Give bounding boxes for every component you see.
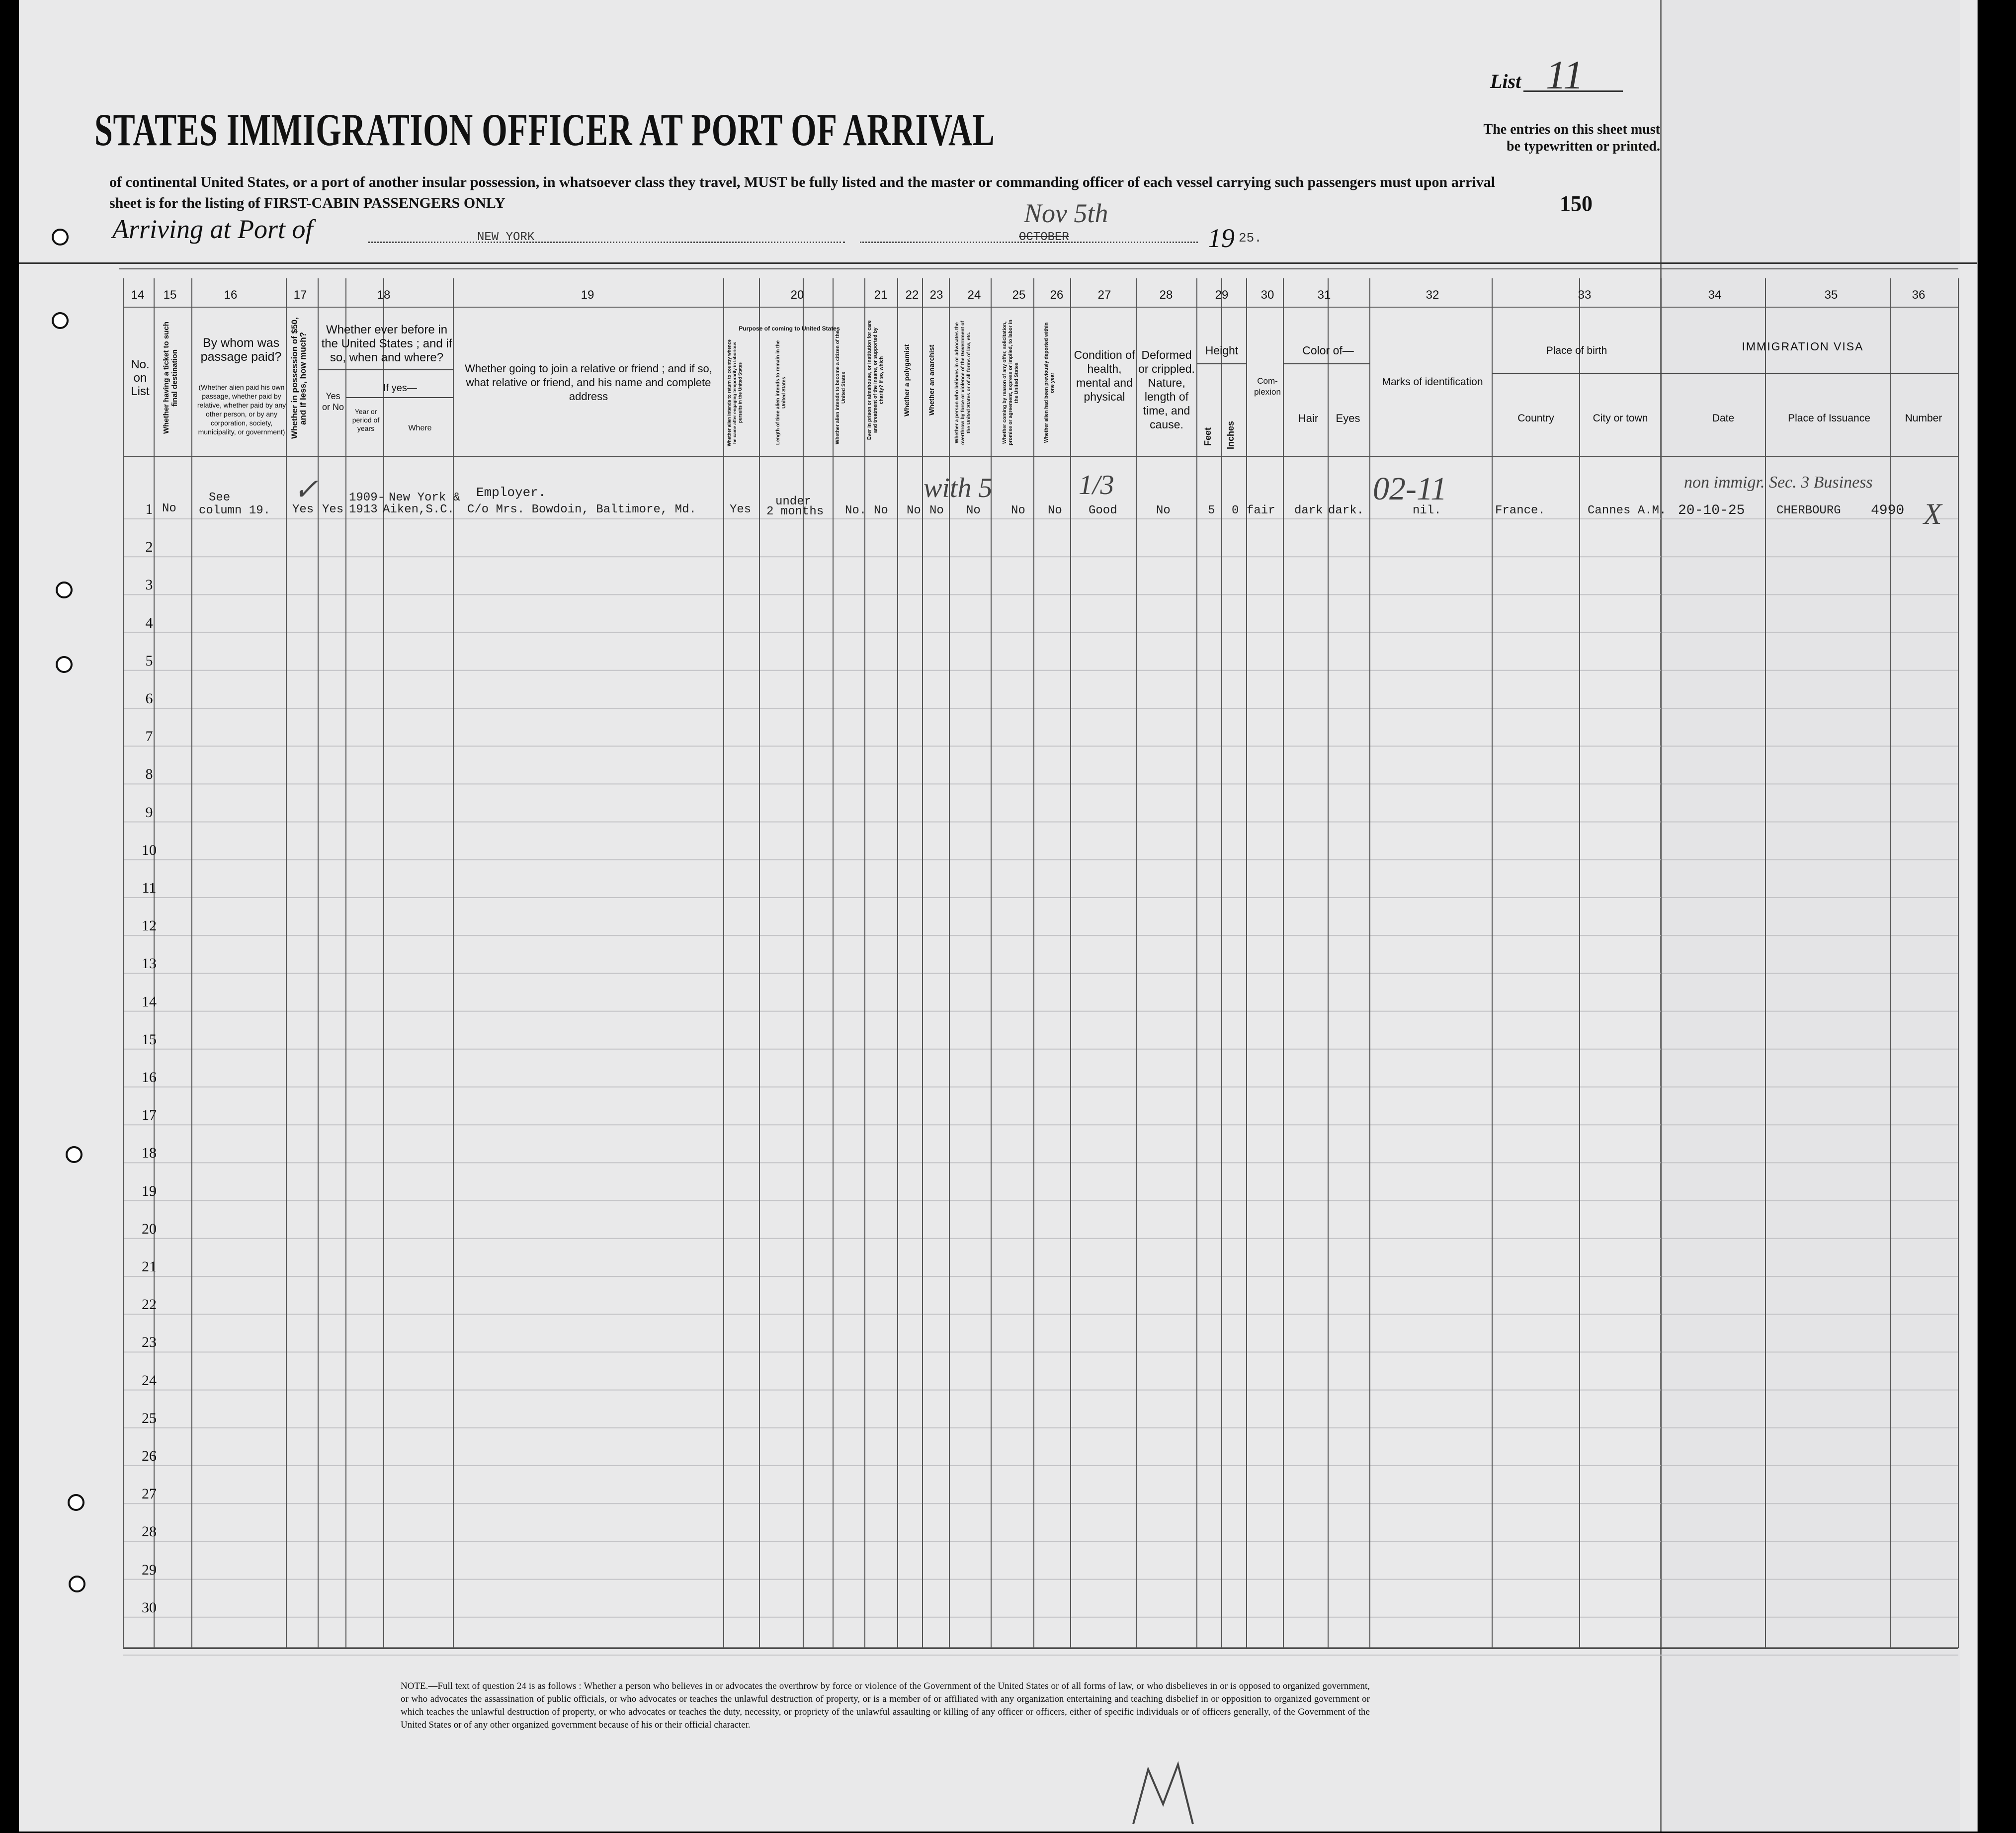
cell-citizen: No. (845, 504, 867, 517)
header-paid-by: By whom was passage paid? (200, 336, 282, 364)
row-number: 12 (142, 917, 157, 934)
column-number: 31 (1317, 288, 1331, 302)
date-month-typed: OCTOBER (1019, 231, 1069, 244)
handwritten-note: with 5 (924, 473, 993, 503)
column-number: 32 (1426, 288, 1439, 302)
header-feet: Feet (1203, 427, 1213, 446)
header-purpose-return: Whether alien intends to return to country whence he came after engaging temporarily in laborious pursuits in the United States (727, 339, 743, 446)
header-hair: Hair (1298, 412, 1319, 424)
row-number: 5 (145, 652, 153, 669)
arriving-label: Arriving at Port of (112, 214, 313, 244)
row-number: 10 (142, 841, 157, 858)
cell-paid-by: See (209, 491, 231, 504)
header-no-on-list: No. on List (131, 358, 150, 398)
paper-smudge (1113, 1750, 1223, 1829)
cell-paid-by: column 19. (199, 504, 271, 517)
header-yes-or-no: Yes or No (322, 391, 344, 412)
cell-marks: nil. (1413, 504, 1441, 517)
row-number: 22 (142, 1296, 157, 1313)
cell-inches: 0 (1232, 504, 1239, 517)
header-years: Year or period of years (352, 408, 380, 432)
row-number: 19 (142, 1182, 157, 1199)
port-value: NEW YORK (477, 231, 535, 244)
header-visa-place: Place of Issuance (1788, 413, 1870, 424)
header-marks: Marks of identification (1382, 376, 1483, 388)
header-immigration-visa: IMMIGRATION VISA (1742, 340, 1864, 353)
header-ticket: Whether having a ticket to such final destination (162, 322, 179, 434)
cell-visa-date: 20-10-25 (1678, 503, 1745, 518)
column-number: 28 (1159, 288, 1173, 302)
row-number: 13 (142, 955, 157, 972)
column-number: 30 (1260, 288, 1274, 302)
header-purpose-length: Length of time alien intends to remain in the United States (775, 340, 787, 445)
header-place-of-birth: Place of birth (1546, 345, 1607, 356)
entries-note-line: The entries on this sheet must (1483, 122, 1660, 137)
column-number: 20 (790, 288, 804, 302)
header-visa-number: Number (1905, 413, 1942, 424)
cell-deported: No (1048, 504, 1062, 517)
list-number: 11 (1546, 52, 1584, 97)
header-complexion: Com-plexion (1254, 376, 1281, 397)
column-number: 14 (131, 288, 145, 302)
cell-country: France. (1495, 504, 1545, 517)
header-if-yes: If yes— (383, 383, 417, 394)
cell-return: Yes (730, 503, 752, 516)
header-height: Height (1205, 344, 1239, 357)
row-number: 20 (142, 1220, 157, 1237)
handwritten-x: X (1924, 498, 1942, 530)
column-number: 21 (874, 288, 888, 302)
handwritten-note: 1/3 (1079, 470, 1114, 500)
cell-feet: 5 (1208, 504, 1215, 517)
cell-visa-place: CHERBOURG (1776, 504, 1841, 517)
row-number: 2 (145, 539, 153, 556)
cell-anarchist: No (929, 504, 944, 517)
header-purpose: Purpose of coming to United States (739, 325, 840, 332)
column-number: 24 (967, 288, 981, 302)
header-anarchist: Whether an anarchist (927, 344, 935, 416)
handwritten-check: ✓ (293, 473, 319, 506)
cell-prison: No (874, 504, 888, 517)
header-ever-before: Whether ever before in the United States ; and if so, when and where? (321, 323, 452, 364)
header-polygamist: Whether a polygamist (903, 344, 911, 417)
row-number: 17 (142, 1107, 157, 1124)
header-overthrow: Whether a person who believes in or advocates the overthrow by force or violence of the Government of the United States or of all forms of law, etc. (954, 321, 972, 445)
row-number: 16 (142, 1069, 157, 1085)
cell-ticket: No (162, 502, 176, 515)
header-labor: Whether coming by reason of any offer, solicitation, promise or agreement, express or implied, to labor in the United States (1002, 320, 1019, 446)
column-number: 23 (929, 288, 943, 302)
header-where: Where (408, 424, 432, 432)
sheet-number: 150 (1560, 191, 1593, 216)
row-number: 11 (142, 880, 157, 896)
header-inches: Inches (1226, 420, 1236, 449)
cell-complexion: fair (1247, 504, 1275, 517)
intro-text: of continental United States, or a port of another insular possession, in whatsoever class they travel, MUST be fully listed and the master or commanding officer of each vessel carrying such passengers must upon arrival (109, 174, 1496, 190)
form-title: STATES IMMIGRATION OFFICER AT PORT OF ARRIVAL (94, 104, 995, 155)
column-number: 17 (293, 288, 307, 302)
cell-years: 1913 (349, 503, 378, 516)
header-paid-by-note: (Whether alien paid his own passage, whether paid by relative, whether paid by any other person, or by any corporation, society, municipality, or government) (197, 383, 286, 436)
row-number: 4 (145, 614, 153, 631)
column-number: 29 (1215, 288, 1229, 302)
header-join-relative: Whether going to join a relative or friend ; and if so, what relative or friend, and his name and complete address (465, 362, 712, 403)
handwritten-code: 02-11 (1373, 471, 1447, 507)
cell-possession: Yes (292, 503, 314, 516)
column-number: 19 (581, 288, 594, 302)
cell-polygamist: No (907, 504, 921, 517)
header-visa-date: Date (1712, 413, 1735, 424)
column-number: 15 (163, 288, 177, 302)
row-number: 7 (145, 728, 153, 745)
cell-visa-number: 4990 (1871, 503, 1905, 518)
column-number: 35 (1824, 288, 1838, 302)
column-number: 16 (224, 288, 238, 302)
cell-eyes: dark. (1328, 504, 1364, 517)
column-number: 33 (1578, 288, 1592, 302)
cell-join: C/o Mrs. Bowdoin, Baltimore, Md. (467, 503, 696, 516)
row-number: 25 (142, 1410, 157, 1426)
cell-join: Employer. (476, 485, 546, 500)
year-suffix: 25. (1239, 231, 1262, 246)
cell-hair: dark (1294, 504, 1323, 517)
header-country: Country (1517, 413, 1554, 424)
column-number: 36 (1912, 288, 1926, 302)
row-number: 24 (142, 1372, 157, 1389)
cell-before-yesno: Yes (322, 503, 344, 516)
row-number: 1 (145, 501, 153, 517)
row-number: 18 (142, 1145, 157, 1162)
cell-overthrow: No (966, 504, 981, 517)
row-number: 26 (142, 1448, 157, 1464)
header-eyes: Eyes (1336, 412, 1360, 424)
handwritten-visa-note: non immigr. Sec. 3 Business (1684, 473, 1873, 492)
footer-note: NOTE.—Full text of question 24 is as follows : Whether a person who believes in or advocates the overthrow by force or violence of the Government of the United States or of all forms of law, or who disbelieves in or is opposed to organized government, or who advocates the assassination of public officials, or who advocates or teaches the unlawful destruction of property, or is a member of or affiliated with any organization entertaining and teaching disbelief in or opposition to organized government or which teaches the unlawful destruction of property, or who advocates or teaches the duty, necessity, or propriety of the unlawful assaulting or killing of any officer or officers, either of specific individuals or of officers generally, of the Government of the United States or of any other organized government because of his or their official character. (401, 1681, 1370, 1730)
row-number: 15 (142, 1031, 157, 1048)
header-color-of: Color of— (1302, 344, 1354, 357)
header-purpose-citizen: Whether alien intends to become a citizen of the United States (835, 331, 846, 445)
row-number: 27 (142, 1486, 157, 1502)
intro-text: sheet is for the listing of FIRST-CABIN PASSENGERS ONLY (109, 195, 505, 211)
year-prefix: 19 (1208, 223, 1235, 253)
header-fifty-dollars: Whether in possession of $50, and if less, how much? (290, 317, 308, 439)
row-number: 14 (142, 993, 157, 1010)
row-number: 29 (142, 1561, 157, 1578)
row-number: 21 (142, 1258, 157, 1275)
row-number: 28 (142, 1523, 157, 1540)
header-deported: Whether alien had been previously deported within one year (1044, 322, 1055, 443)
header-city: City or town (1593, 413, 1648, 424)
column-number: 18 (377, 288, 391, 302)
row-number: 9 (145, 804, 153, 821)
cell-health: Good (1089, 504, 1117, 517)
header-deformed: Deformed or crippled. Nature, length of time, and cause. (1138, 348, 1195, 431)
column-number: 34 (1708, 288, 1722, 302)
cell-years: 1909- (349, 491, 385, 504)
row-number: 6 (145, 690, 153, 707)
cell-where: Aiken,S.C. (383, 503, 455, 516)
column-number: 22 (905, 288, 919, 302)
row-number: 3 (145, 577, 153, 593)
column-number: 25 (1012, 288, 1026, 302)
cell-labor: No (1011, 504, 1025, 517)
entries-note-line: be typewritten or printed. (1507, 139, 1660, 154)
row-number: 30 (142, 1599, 157, 1616)
list-label: List (1490, 70, 1521, 92)
cell-length: under (775, 495, 812, 508)
date-handwritten: Nov 5th (1024, 198, 1108, 228)
column-number: 27 (1097, 288, 1111, 302)
row-number: 8 (145, 766, 153, 783)
column-number: 26 (1050, 288, 1064, 302)
cell-where: New York & (389, 491, 461, 504)
cell-deformed: No (1156, 504, 1171, 517)
header-prison: Ever in prison or almshouse, or institution for care and treatment of the insane, or supported by charity? If so, which (867, 320, 884, 440)
header-health: Condition of health, mental and physical (1074, 348, 1135, 403)
cell-length: 2 months (766, 505, 824, 518)
cell-city: Cannes A.M. (1588, 504, 1667, 517)
row-number: 23 (142, 1334, 157, 1351)
